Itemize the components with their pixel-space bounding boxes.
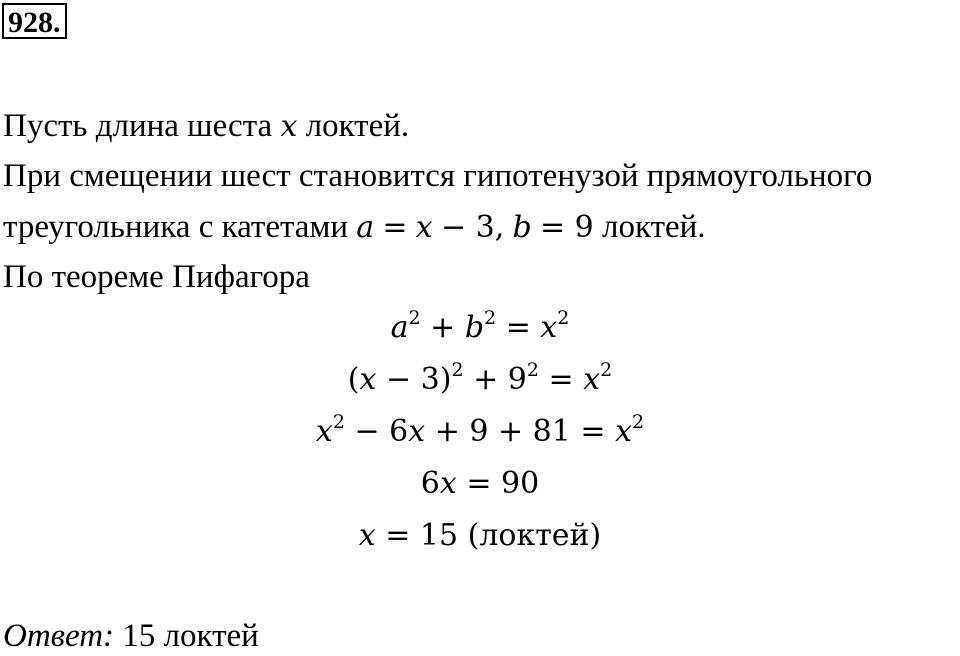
intro-line-1-after: локтей. bbox=[305, 108, 410, 144]
eq3-exp1: 2 bbox=[332, 411, 345, 433]
intro-line-4: По теореме Пифагора bbox=[3, 259, 310, 295]
eq2-exp3: 2 bbox=[600, 359, 613, 381]
eq2-open: ( bbox=[347, 362, 360, 397]
eq2-exp1: 2 bbox=[451, 359, 464, 381]
intro-line-3-before: треугольника с катетами bbox=[3, 209, 349, 245]
eq3-mid: − 6 bbox=[354, 414, 409, 449]
eq1-exp3: 2 bbox=[557, 307, 570, 329]
eq1-a: a bbox=[390, 310, 409, 345]
eq2-eq: = bbox=[548, 362, 574, 397]
equation-pythagoras bbox=[0, 308, 960, 348]
eq3-exp2: 2 bbox=[632, 411, 645, 433]
eq1-plus: + bbox=[430, 310, 456, 345]
equation-substitution bbox=[0, 360, 960, 400]
minus-three: − 3, bbox=[440, 210, 505, 245]
equation-expanded bbox=[0, 412, 960, 452]
equation-solution bbox=[0, 516, 960, 556]
variable-a: a bbox=[356, 210, 375, 245]
equals-sign: = bbox=[382, 210, 408, 245]
intro-line-2: При смещении шест становится гипотенузой прямоугольного bbox=[3, 158, 873, 194]
eq5-rest: = 15 bbox=[385, 518, 459, 553]
eq2-plus: + 9 bbox=[473, 362, 527, 397]
eq5-x: x bbox=[358, 518, 376, 553]
eq1-b: b bbox=[464, 310, 485, 345]
intro-line-1 bbox=[3, 106, 409, 147]
answer-label: Ответ: bbox=[3, 618, 115, 654]
answer-line bbox=[3, 616, 259, 656]
eq2-x2: x bbox=[583, 362, 601, 397]
eq1-exp2: 2 bbox=[484, 307, 497, 329]
eq2-exp2: 2 bbox=[526, 359, 539, 381]
equals-nine: = 9 bbox=[539, 210, 594, 245]
variable-x: x bbox=[415, 210, 433, 245]
eq2-x: x bbox=[359, 362, 377, 397]
eq3-x: x bbox=[315, 414, 333, 449]
eq3-x2: x bbox=[408, 414, 426, 449]
eq1-exp1: 2 bbox=[408, 307, 421, 329]
eq2-minus: − 3) bbox=[385, 362, 452, 397]
eq4-rest: = 90 bbox=[466, 466, 540, 501]
equation-simplified bbox=[0, 464, 960, 504]
problem-number: 928. bbox=[2, 3, 67, 39]
answer-value: 15 локтей bbox=[122, 618, 259, 654]
intro-line-1-before: Пусть длина шеста bbox=[3, 108, 273, 144]
intro-line-3-after: локтей. bbox=[602, 209, 706, 245]
eq1-eq: = bbox=[505, 310, 531, 345]
variable-x: x bbox=[280, 109, 298, 144]
intro-line-3 bbox=[3, 207, 706, 248]
eq4-coef: 6 bbox=[420, 466, 440, 501]
eq5-unit: (локтей) bbox=[467, 518, 602, 553]
eq1-x: x bbox=[540, 310, 558, 345]
eq3-x3: x bbox=[615, 414, 632, 449]
variable-b: b bbox=[512, 210, 532, 245]
eq3-rest: + 9 + 81 = bbox=[434, 414, 606, 449]
eq4-x: x bbox=[439, 466, 457, 501]
